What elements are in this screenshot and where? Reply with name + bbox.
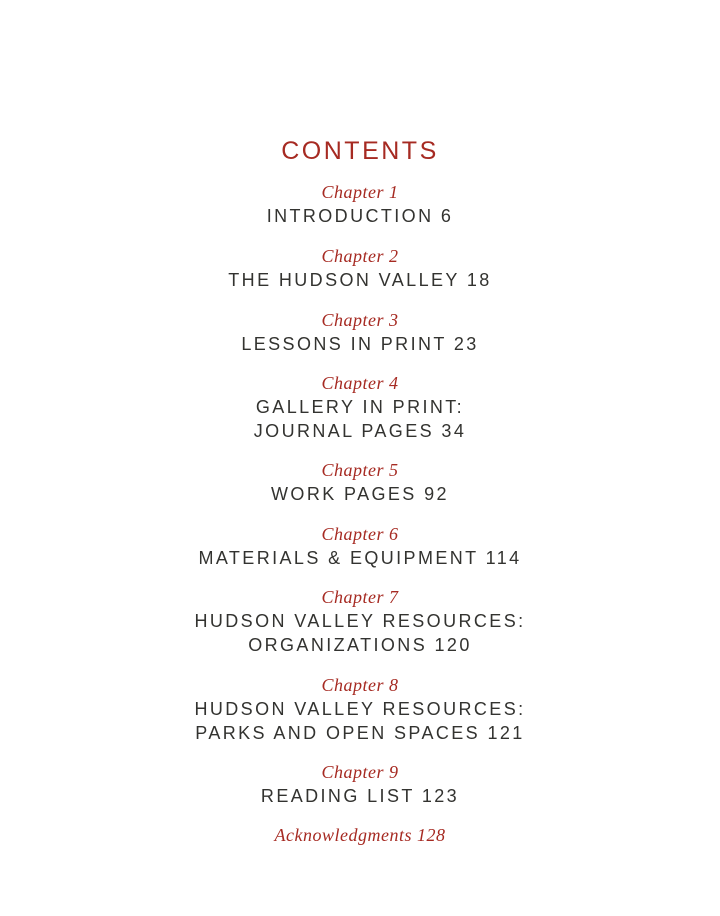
chapter-title: READING LIST 123 [260, 786, 460, 806]
chapter-title: LESSONS IN PRINT 23 [241, 334, 479, 354]
chapter-title-line-2: ORGANIZATIONS 120 [248, 635, 472, 655]
chapter-title-line-1: GALLERY IN PRINT: [255, 397, 465, 417]
chapter-title: WORK PAGES 92 [271, 484, 449, 504]
toc-entry-chapter-8[interactable] [0, 673, 720, 745]
chapter-label: Chapter 5 [321, 460, 399, 480]
chapter-title-line-1: HUDSON VALLEY RESOURCES: [194, 611, 526, 631]
toc-entry-chapter-1[interactable] [0, 180, 720, 228]
chapter-title-line-2: PARKS AND OPEN SPACES 121 [195, 723, 525, 743]
chapter-title: THE HUDSON VALLEY 18 [228, 270, 492, 290]
chapter-title: MATERIALS & EQUIPMENT 114 [198, 548, 522, 568]
toc-entry-chapter-9[interactable] [0, 760, 720, 808]
toc-entry-chapter-4[interactable] [0, 371, 720, 443]
toc-entry-chapter-3[interactable] [0, 308, 720, 356]
chapter-label: Chapter 6 [321, 524, 399, 544]
toc-entry-chapter-6[interactable] [0, 522, 720, 570]
chapter-label: Chapter 1 [321, 182, 399, 202]
chapter-title-line-2: JOURNAL PAGES 34 [253, 421, 467, 441]
chapter-title-line-1: HUDSON VALLEY RESOURCES: [194, 699, 526, 719]
chapter-label: Chapter 2 [321, 246, 399, 266]
chapter-label: Chapter 3 [321, 310, 399, 330]
chapter-label: Chapter 7 [321, 587, 399, 607]
toc-entry-chapter-5[interactable] [0, 458, 720, 506]
contents-heading: CONTENTS [281, 137, 439, 165]
chapter-label: Chapter 4 [321, 373, 399, 393]
toc-entry-chapter-7[interactable] [0, 585, 720, 657]
chapter-label: Chapter 9 [321, 762, 399, 782]
toc-entry-acknowledgments[interactable]: Acknowledgments 128 [274, 825, 446, 845]
toc-entry-chapter-2[interactable] [0, 244, 720, 292]
chapter-title: INTRODUCTION 6 [266, 206, 454, 226]
chapter-label: Chapter 8 [321, 675, 399, 695]
